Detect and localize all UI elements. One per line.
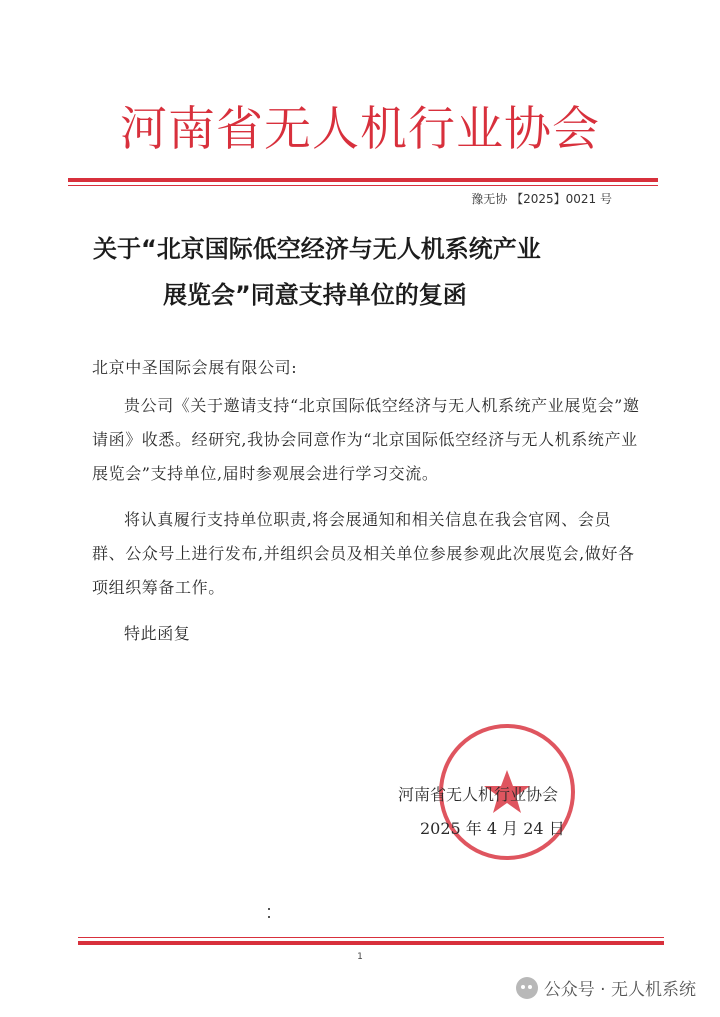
- header-rule-thin: [68, 185, 658, 186]
- signature-organization: 河南省无人机行业协会: [398, 785, 559, 804]
- header-rule-thick: [68, 178, 658, 182]
- letter-body: [92, 351, 644, 651]
- signature-date: 2025 年 4 月 24 日: [420, 819, 565, 838]
- wechat-icon: [516, 977, 538, 999]
- title-line-2: 展览会”同意支持单位的复函: [163, 281, 467, 309]
- watermark-text: 公众号 · 无人机系统: [543, 980, 696, 1000]
- footer-rule-thin: [78, 937, 664, 938]
- signature-block: [398, 778, 565, 846]
- title-line-1: 关于“北京国际低空经济与无人机系统产业: [93, 235, 541, 263]
- body-paragraph: 贵公司《关于邀请支持“北京国际低空经济与无人机系统产业展览会”邀请函》收悉。经研究,我协会同意作为“北京国际低空经济与无人机系统产业展览会”支持单位,届时参观展会进行学习交流。: [92, 396, 640, 483]
- organization-header: 河南省无人机行业协会: [120, 102, 600, 157]
- document-number: 豫无协 【2025】0021 号: [471, 192, 612, 206]
- watermark: [516, 975, 696, 1000]
- body-paragraph: 将认真履行支持单位职责,将会展通知和相关信息在我会官网、会员群、公众号上进行发布,并组织会员及相关单位参展参观此次展览会,做好各项组织筹备工作。: [92, 510, 635, 597]
- footer-rule-thick: [78, 941, 664, 945]
- scan-specks: [268, 908, 272, 928]
- salutation: 北京中圣国际会展有限公司:: [92, 358, 298, 377]
- closing-text: 特此函复: [124, 624, 191, 643]
- page-number: 1: [357, 952, 363, 962]
- document-title: [93, 226, 653, 318]
